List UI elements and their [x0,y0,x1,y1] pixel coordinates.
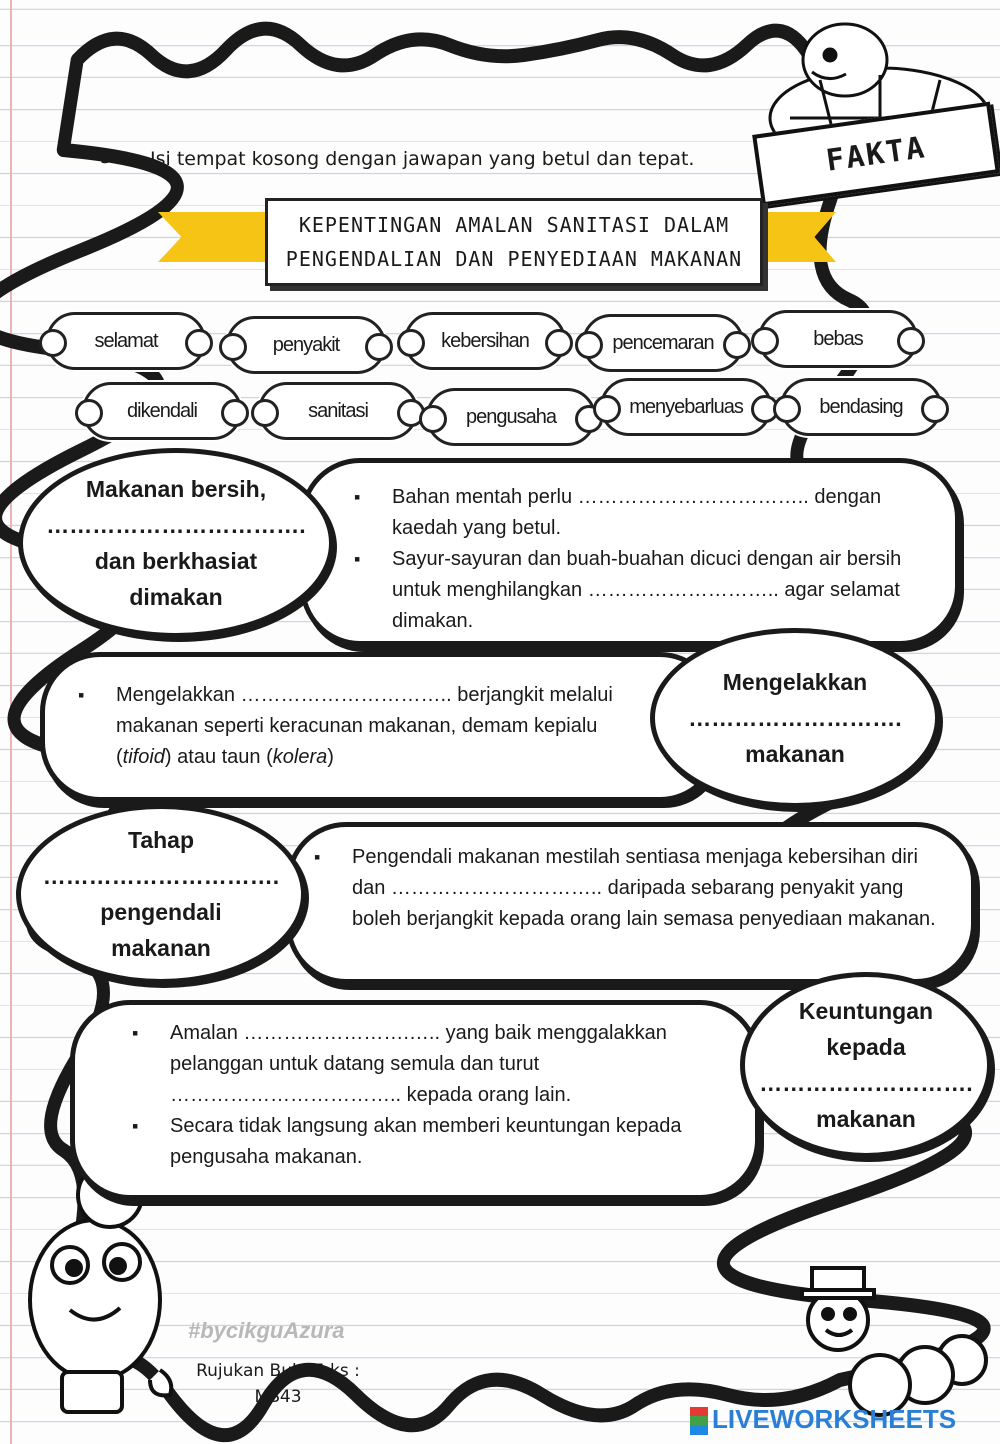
section-3-bullet: ▪ Pengendali makanan mestilah sentiasa menjaga kebersihan diri dan ………………………….. daripada sebarang penyakit yang boleh berjangkit kepada orang lain semasa penyediaan makanan. [310,842,950,935]
section-3-heading-bottom: pengendali [100,899,222,925]
section-1-heading-bubble [18,448,334,638]
section-2-heading-bubble [650,628,940,808]
word-bank-item[interactable]: pengusaha [426,388,596,446]
title-line-2: PENGENDALIAN DAN PENYEDIAAN MAKANAN [285,247,743,271]
word-bank-item[interactable]: kebersihan [404,312,566,370]
section-1-bullet: ▪ Sayur-sayuran dan buah-buahan dicuci dengan air bersih untuk menghilangkan ……………………….. agar selamat dimakan. [350,544,930,637]
logo-icon [690,1407,708,1435]
section-1-bullets [350,482,930,637]
question-instruction: Isi tempat kosong dengan jawapan yang betul dan tepat. [150,148,695,170]
section-2-heading-bottom: makanan [745,741,845,767]
liveworksheets-logo[interactable]: LIVEWORKSHEETS [690,1404,956,1435]
section-4-heading-bottom: makanan [816,1106,916,1132]
section-2-bullets [74,680,654,773]
title-line-1: KEPENTINGAN AMALAN SANITASI DALAM [298,213,730,237]
question-number: 3. [100,146,119,168]
word-bank-item[interactable]: dikendali [82,382,242,440]
section-2-bullet: ▪ Mengelakkan ………………………….. berjangkit melalui makanan seperti keracunan makanan, demam kepialu (tifoid) atau taun (kolera) [74,680,654,773]
section-1-heading-blank[interactable]: ……………………………. [46,512,306,538]
reference-line-1: Rujukan BukuTeks : [196,1361,360,1381]
section-3-heading-bubble [16,804,306,984]
section-4-bullets [128,1018,688,1173]
section-4-heading-top: Keuntungan [798,998,934,1024]
section-4-bullet: ▪ Secara tidak langsung akan memberi keuntungan kepada pengusaha makanan. [128,1111,688,1173]
section-3-heading-blank[interactable]: …………………………. [42,863,280,889]
section-3-heading-top: Tahap [127,827,195,853]
section-4-heading-mid: kepada [826,1034,906,1060]
word-bank-item[interactable]: selamat [46,312,206,370]
word-bank-item[interactable]: penyakit [226,316,386,374]
section-4-heading-blank[interactable]: ………………………. [759,1070,973,1096]
word-bank-item[interactable]: bendasing [780,378,942,436]
word-bank-item[interactable]: pencemaran [582,314,744,372]
word-bank-item[interactable]: sanitasi [258,382,418,440]
word-bank-item[interactable]: menyebarluas [600,378,772,436]
fakta-badge: FAKTA [752,102,1000,207]
section-1-heading-bottom-2: dimakan [129,584,223,610]
section-1-heading-top: Makanan bersih, [85,476,267,502]
section-4-heading-bubble [740,972,992,1158]
section-2-heading-top: Mengelakkan [722,669,868,695]
word-bank-item[interactable]: bebas [758,310,918,368]
section-3-heading-bottom-2: makanan [111,935,211,961]
section-1-bullet: ▪ Bahan mentah perlu …………………………….. dengan kaedah yang betul. [350,482,930,544]
section-1-heading-bottom: dan berkhasiat [94,548,258,574]
watermark: #bycikguAzura [188,1318,345,1343]
section-2-heading-blank[interactable]: ………………………. [688,705,902,731]
caterpillar-illustration [802,1268,986,1415]
reference-line-2: MS43 [254,1387,302,1407]
title-box [265,198,763,286]
reference-note [188,1358,368,1410]
section-4-bullet: ▪ Amalan …………………….….. yang baik menggalakkan pelanggan untuk datang semula dan turut …………………………….. kepada orang lain. [128,1018,688,1111]
section-3-bullets [310,842,950,935]
